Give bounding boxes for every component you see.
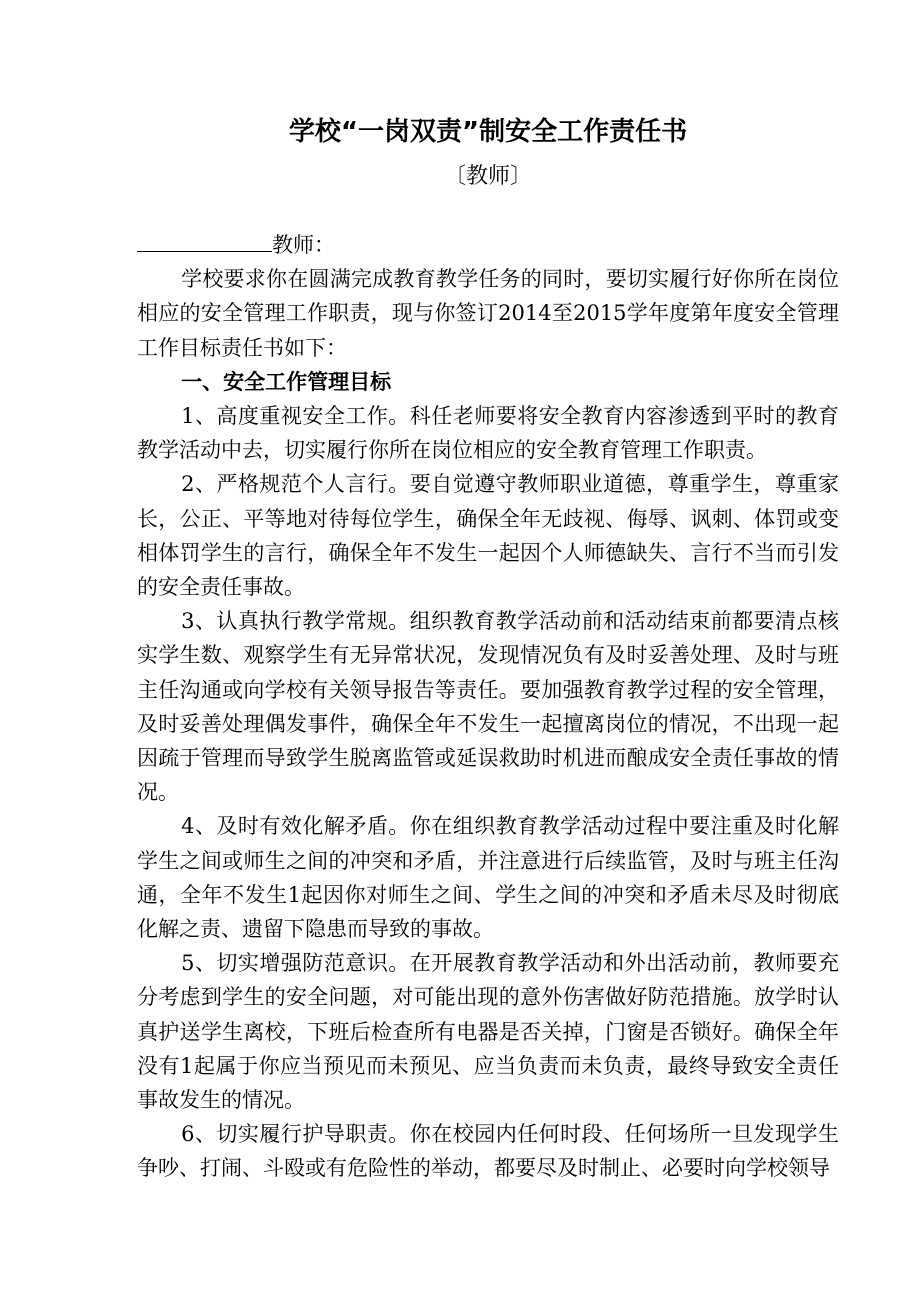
item-paragraph-1: 1、高度重视安全工作。科任老师要将安全教育内容渗透到平时的教育教学活动中去，切实履行你所在岗位相应的安全教育管理工作职责。	[137, 404, 839, 463]
document-subtitle: 〔教师〕	[443, 164, 532, 189]
section-heading: 一、安全工作管理目标	[181, 369, 392, 394]
document-body	[137, 228, 839, 1186]
intro-paragraph: 学校要求你在圆满完成教育教学任务的同时，要切实履行好你所在岗位相应的安全管理工作职责，现与你签订2014至2015学年度第年度安全管理工作目标责任书如下：	[137, 267, 839, 360]
name-blank-line	[137, 229, 272, 252]
item-paragraph-5: 5、切实增强防范意识。在开展教育教学活动和外出活动前，教师要充分考虑到学生的安全问题，对可能出现的意外伤害做好防范措施。放学时认真护送学生离校，下班后检查所有电器是否关掉，门窗是否锁好。确保全年没有1起属于你应当预见而未预见、应当负责而未负责，最终导致安全责任事故发生的情况。	[137, 951, 839, 1113]
document-title: 学校“一岗双责”制安全工作责任书	[288, 117, 688, 147]
item-paragraph-2: 2、严格规范个人言行。要自觉遵守教师职业道德，尊重学生，尊重家长，公正、平等地对待每位学生，确保全年无歧视、侮辱、讽刺、体罚或变相体罚学生的言行，确保全年不发生一起因个人师德缺失、言行不当而引发的安全责任事故。	[137, 472, 839, 600]
item-paragraph-6: 6、切实履行护导职责。你在校园内任何时段、任何场所一旦发现学生争吵、打闹、斗殴或有危险性的举动，都要尽及时制止、必要时向学校领导	[137, 1122, 839, 1181]
item-paragraph-3: 3、认真执行教学常规。组织教育教学活动前和活动结束前都要清点核实学生数、观察学生有无异常状况，发现情况负有及时妥善处理、及时与班主任沟通或向学校有关领导报告等责任。要加强教育教学过程的安全管理，及时妥善处理偶发事件，确保全年不发生一起擅离岗位的情况，不出现一起因疏于管理而导致学生脱离监管或延误救助时机进而酿成安全责任事故的情况。	[137, 609, 839, 805]
salutation-text: 教师：	[272, 233, 335, 257]
salutation	[137, 228, 839, 262]
item-paragraph-4: 4、及时有效化解矛盾。你在组织教育教学活动过程中要注重及时化解学生之间或师生之间的冲突和矛盾，并注意进行后续监管，及时与班主任沟通，全年不发生1起因你对师生之间、学生之间的冲突和矛盾未尽及时彻底化解之责、遗留下隐患而导致的事故。	[137, 814, 839, 942]
